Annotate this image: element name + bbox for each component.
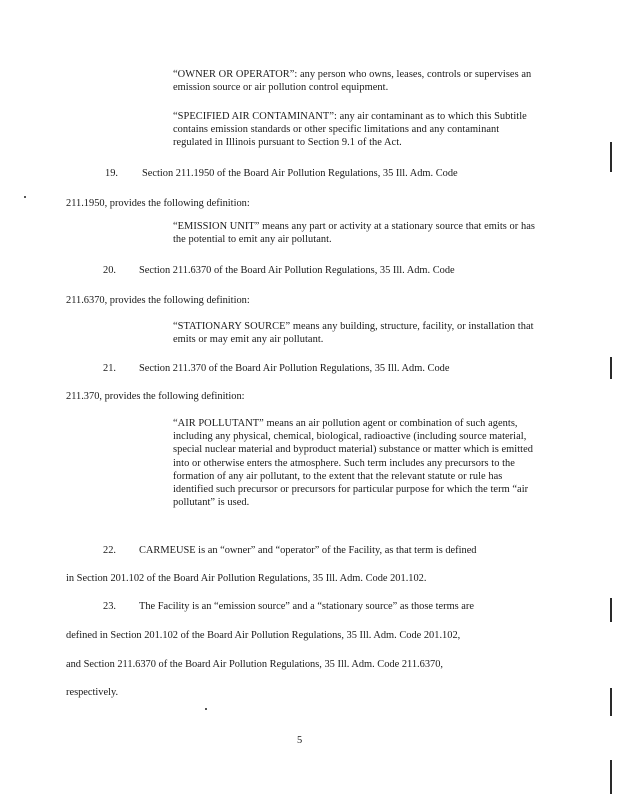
- para-22-number: 22.: [103, 545, 116, 556]
- revision-bar: [610, 688, 612, 716]
- revision-bar: [610, 598, 612, 622]
- revision-bar: [610, 142, 612, 172]
- para-22-line1: CARMEUSE is an “owner” and “operator” of the Facility, as that term is defined: [139, 545, 477, 556]
- para-20-line2: 211.6370, provides the following definition:: [66, 295, 250, 306]
- revision-bar: [610, 357, 612, 379]
- scan-speck: [205, 708, 207, 710]
- para-20-line1: Section 211.6370 of the Board Air Pollution Regulations, 35 Ill. Adm. Code: [139, 265, 455, 276]
- para-21-number: 21.: [103, 363, 116, 374]
- para-23-number: 23.: [103, 601, 116, 612]
- para-20-number: 20.: [103, 265, 116, 276]
- scan-speck: [24, 196, 26, 198]
- definition-owner-operator: “OWNER OR OPERATOR”: any person who owns, leases, controls or supervises an emission source or air pollution control equipment.: [173, 69, 532, 94]
- revision-bar: [610, 760, 612, 794]
- definition-air-pollutant: “AIR POLLUTANT” means an air pollution agent or combination of such agents, including any physical, chemical, biological, radioactive (including source material, special nuclear material and byproduct material) substance or matter which is emitted into or otherwise enters the atmosphere. Such term includes any precursors to the formation of any air pollutant, to the extent that the relevant statute or rule has identified such precursor or precursors for particular purpose for which the term “air pollutant” is used.: [173, 418, 533, 509]
- definition-emission-unit: “EMISSION UNIT” means any part or activity at a stationary source that emits or has the potential to emit any air pollutant.: [173, 221, 535, 246]
- para-22-line2: in Section 201.102 of the Board Air Pollution Regulations, 35 Ill. Adm. Code 201.102.: [66, 573, 427, 584]
- para-21-line2: 211.370, provides the following definition:: [66, 391, 245, 402]
- para-19-line1: Section 211.1950 of the Board Air Pollution Regulations, 35 Ill. Adm. Code: [142, 168, 458, 179]
- para-23-line4: respectively.: [66, 687, 119, 698]
- para-21-line1: Section 211.370 of the Board Air Pollution Regulations, 35 Ill. Adm. Code: [139, 363, 450, 374]
- para-23-line1: The Facility is an “emission source” and a “stationary source” as those terms are: [139, 601, 474, 612]
- page-number: 5: [297, 735, 303, 746]
- para-19-number: 19.: [105, 168, 118, 179]
- para-23-line2: defined in Section 201.102 of the Board Air Pollution Regulations, 35 Ill. Adm. Code 201.102,: [66, 630, 461, 641]
- definition-stationary-source: “STATIONARY SOURCE” means any building, structure, facility, or installation that emits or may emit any air pollutant.: [173, 321, 534, 346]
- para-23-line3: and Section 211.6370 of the Board Air Pollution Regulations, 35 Ill. Adm. Code 211.6370,: [66, 659, 444, 670]
- para-19-line2: 211.1950, provides the following definition:: [66, 198, 250, 209]
- definition-specified-air-contaminant: “SPECIFIED AIR CONTAMINANT”: any air contaminant as to which this Subtitle contains emission standards or other specific limitations and any contaminant regulated in Illinois pursuant to Section 9.1 of the Act.: [173, 111, 527, 149]
